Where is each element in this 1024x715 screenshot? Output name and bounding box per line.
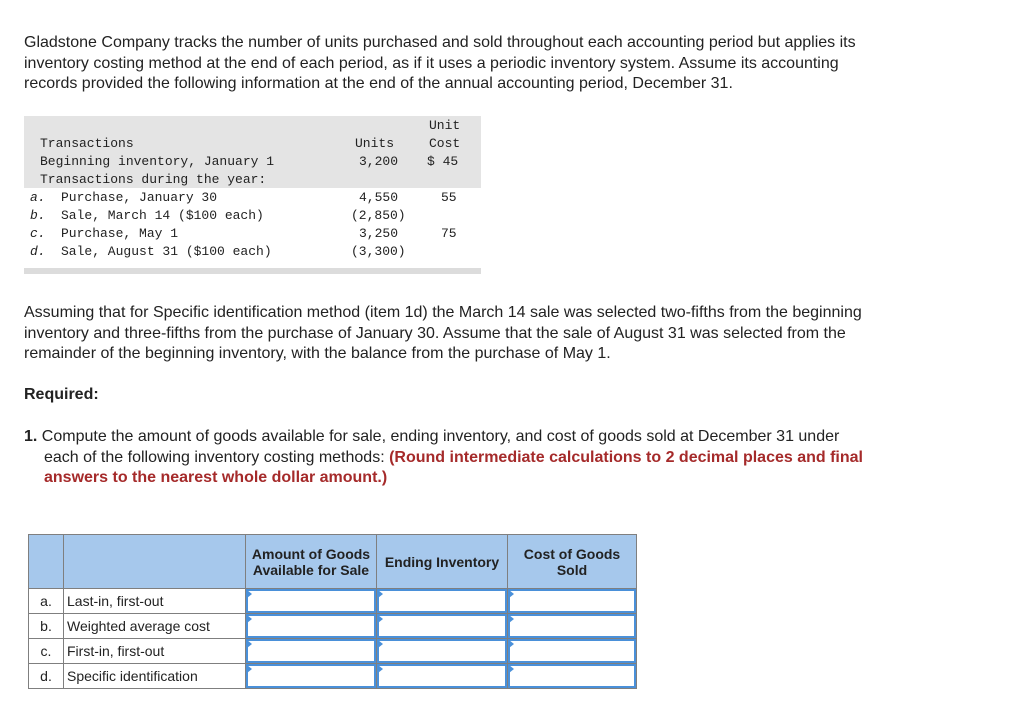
assumption-paragraph [24, 303, 984, 365]
question-number: 1. [24, 428, 38, 445]
row-letter: c. [29, 639, 64, 664]
row-units: 4,550 [359, 190, 399, 205]
transactions-table [24, 116, 481, 274]
assumption-line: inventory and three-fifths from the purchase of January 30. Assume that the sale of August 31 was selected from the [24, 324, 846, 342]
header-ending [377, 535, 508, 589]
header-blank [64, 535, 246, 589]
header-cogs [508, 535, 637, 589]
available-input[interactable] [246, 589, 377, 614]
header-ending-text: Ending Inventory [384, 553, 500, 570]
row-label: Purchase, January 30 [61, 190, 218, 205]
beginning-label: Beginning inventory, January 1 [40, 154, 275, 169]
intro-line: inventory costing method at the end of each period, as if it uses a periodic inventory system. Assume its accounting [24, 54, 839, 72]
answer-header-row [29, 535, 637, 589]
cogs-input[interactable] [508, 614, 637, 639]
row-label: Sale, March 14 ($100 each) [61, 208, 264, 223]
row-cost: 75 [441, 226, 457, 241]
row-letter: d. [29, 664, 64, 689]
row-letter: a. [30, 190, 46, 205]
header-cogs-line: Sold [556, 561, 588, 578]
row-letter: b. [30, 208, 46, 223]
header-available [246, 535, 377, 589]
row-units: (2,850) [351, 208, 406, 223]
row-letter: d. [30, 244, 46, 259]
row-units: 3,250 [359, 226, 399, 241]
question-text: each of the following inventory costing methods: [44, 448, 385, 466]
header-transactions: Transactions [40, 136, 134, 151]
rounding-instruction: answers to the nearest whole dollar amount.) [44, 469, 388, 486]
beginning-units: 3,200 [359, 154, 399, 169]
rounding-instruction: (Round intermediate calculations to 2 decimal places and final [389, 448, 863, 466]
row-units: (3,300) [351, 244, 406, 259]
header-unit: Unit [429, 118, 461, 133]
beginning-cost: $ 45 [427, 154, 459, 169]
header-cost: Cost [429, 136, 461, 151]
header-units: Units [355, 136, 395, 151]
assumption-line: Assuming that for Specific identification method (item 1d) the March 14 sale was selected two-fifths from the beginning [24, 304, 862, 321]
answer-row [29, 664, 637, 689]
row-cost: 55 [441, 190, 457, 205]
during-label: Transactions during the year: [40, 172, 267, 187]
header-available-line: Amount of Goods [251, 545, 371, 562]
question-1 [24, 427, 964, 489]
cogs-input[interactable] [508, 664, 637, 689]
row-method: Last-in, first-out [64, 589, 246, 614]
row-label: Purchase, May 1 [61, 226, 179, 241]
intro-paragraph [24, 33, 984, 95]
intro-line: records provided the following information at the end of the annual accounting period, December 31. [24, 75, 733, 92]
row-method: Weighted average cost [64, 614, 246, 639]
cogs-input[interactable] [508, 639, 637, 664]
assumption-line: remainder of the beginning inventory, with the balance from the purchase of May 1. [24, 345, 611, 362]
question-text: Compute the amount of goods available for sale, ending inventory, and cost of goods sold at December 31 under [41, 428, 840, 445]
row-method: Specific identification [64, 664, 246, 689]
answer-row [29, 589, 637, 614]
transactions-bottom-rule [24, 268, 481, 274]
answer-row [29, 639, 637, 664]
answer-row [29, 614, 637, 639]
header-cogs-line: Cost of Goods [523, 545, 621, 562]
header-available-line: Available for Sale [252, 561, 370, 578]
cogs-input[interactable] [508, 589, 637, 614]
ending-inventory-input[interactable] [377, 639, 508, 664]
row-label: Sale, August 31 ($100 each) [61, 244, 272, 259]
ending-inventory-input[interactable] [377, 614, 508, 639]
ending-inventory-input[interactable] [377, 589, 508, 614]
answer-table [28, 534, 637, 689]
row-letter: a. [29, 589, 64, 614]
row-letter: b. [29, 614, 64, 639]
ending-inventory-input[interactable] [377, 664, 508, 689]
available-input[interactable] [246, 614, 377, 639]
intro-line: Gladstone Company tracks the number of units purchased and sold throughout each accounting period but applies its [24, 34, 856, 51]
available-input[interactable] [246, 639, 377, 664]
header-blank [29, 535, 64, 589]
row-method: First-in, first-out [64, 639, 246, 664]
row-letter: c. [30, 226, 46, 241]
required-heading: Required: [24, 386, 99, 403]
available-input[interactable] [246, 664, 377, 689]
